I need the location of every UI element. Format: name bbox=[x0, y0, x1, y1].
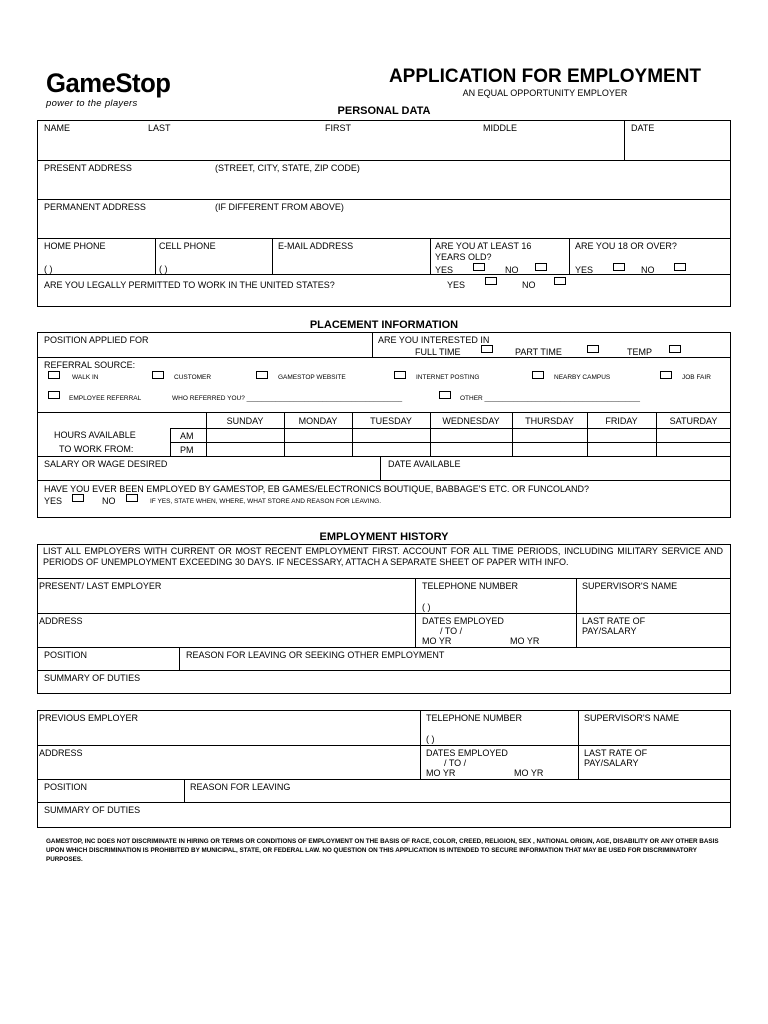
employer1-reason-label: REASON FOR LEAVING OR SEEKING OTHER EMPLOYMENT bbox=[186, 650, 445, 660]
age16-question: ARE YOU AT LEAST 16 bbox=[435, 241, 532, 251]
email-field[interactable] bbox=[276, 252, 426, 272]
age16-no-checkbox[interactable] bbox=[535, 263, 547, 271]
middle-name-label: MIDDLE bbox=[483, 123, 518, 133]
previous-employer-field[interactable] bbox=[40, 724, 417, 743]
employer1-position-label: POSITION bbox=[44, 650, 88, 660]
employer2-supervisor-field[interactable] bbox=[582, 724, 728, 743]
day-tuesday: TUESDAY bbox=[370, 416, 412, 426]
employer2-summary-label: SUMMARY OF DUTIES bbox=[44, 805, 141, 815]
employee-referral-checkbox[interactable] bbox=[48, 391, 60, 399]
date-field[interactable] bbox=[627, 134, 727, 158]
present-employer-field[interactable] bbox=[40, 592, 412, 611]
permanent-address-label: PERMANENT ADDRESS bbox=[44, 202, 146, 212]
age18-yes-label: YES bbox=[575, 265, 594, 275]
gamestop-logo bbox=[46, 70, 206, 110]
age18-no-checkbox[interactable] bbox=[674, 263, 686, 271]
legal-yes-checkbox[interactable] bbox=[485, 277, 497, 285]
salary-field[interactable] bbox=[40, 469, 376, 479]
job-fair-label: JOB FAIR bbox=[682, 374, 711, 381]
cell-phone-field[interactable]: ( ) bbox=[159, 264, 168, 274]
employer2-rate-label-2: PAY/SALARY bbox=[584, 758, 639, 768]
customer-label: CUSTOMER bbox=[174, 374, 212, 381]
logo-tagline: power to the players bbox=[46, 98, 138, 109]
nearby-campus-checkbox[interactable] bbox=[532, 371, 544, 379]
internet-posting-label: INTERNET POSTING bbox=[416, 374, 480, 381]
eeo-disclaimer: GAMESTOP, INC DOES NOT DISCRIMINATE IN HIRING OR TERMS OR CONDITIONS OF EMPLOYMENT ON THE BASIS OF RACE, COLOR, CREED, RELIGION, SEX , NATIONAL ORIGIN, AGE, DISABILITY OR ANY OTHER BASIS UPON WHICH DISCRIMINATION IS PROHIBITED BY MUNICIPAL, STATE, OR FEDERAL LAW. NO QUESTION ON THIS APPLICATION IS INTENDED TO SECURE INFORMATION THAT MAY BE USED FOR DISCRIMINATORY PURPOSES. bbox=[46, 838, 719, 863]
position-applied-field[interactable] bbox=[40, 345, 368, 356]
logo-wordmark: GameStop bbox=[46, 68, 171, 98]
date-label: DATE bbox=[631, 123, 655, 133]
age18-yes-checkbox[interactable] bbox=[613, 263, 625, 271]
employer2-supervisor-label: SUPERVISOR'S NAME bbox=[584, 713, 680, 723]
permanent-address-hint: (IF DIFFERENT FROM ABOVE) bbox=[215, 202, 344, 212]
employment-history-heading: EMPLOYMENT HISTORY bbox=[319, 531, 449, 543]
name-label: NAME bbox=[44, 123, 71, 133]
date-available-field[interactable] bbox=[384, 469, 728, 479]
day-monday: MONDAY bbox=[298, 416, 338, 426]
day-thursday: THURSDAY bbox=[525, 416, 574, 426]
website-label: GAMESTOP WEBSITE bbox=[278, 374, 346, 381]
previous-employer-label: PREVIOUS EMPLOYER bbox=[39, 713, 139, 723]
page-subtitle: AN EQUAL OPPORTUNITY EMPLOYER bbox=[462, 88, 628, 98]
present-address-field[interactable] bbox=[40, 174, 728, 197]
email-label: E-MAIL ADDRESS bbox=[278, 241, 354, 251]
present-address-hint: (STREET, CITY, STATE, ZIP CODE) bbox=[215, 163, 360, 173]
employer1-address-label: ADDRESS bbox=[39, 616, 83, 626]
salary-label: SALARY OR WAGE DESIRED bbox=[44, 459, 168, 469]
job-fair-checkbox[interactable] bbox=[660, 371, 672, 379]
employer2-rate-label: LAST RATE OF bbox=[584, 748, 648, 758]
legal-no-label: NO bbox=[522, 280, 536, 290]
employer2-address-field[interactable] bbox=[40, 759, 417, 777]
personal-data-heading: PERSONAL DATA bbox=[337, 105, 431, 117]
employer2-telephone-label: TELEPHONE NUMBER bbox=[426, 713, 523, 723]
employee-referral-label: EMPLOYEE REFERRAL bbox=[69, 395, 142, 402]
day-sunday: SUNDAY bbox=[226, 416, 264, 426]
prior-no-checkbox[interactable] bbox=[126, 494, 138, 502]
full-time-label: FULL TIME bbox=[415, 347, 461, 357]
present-employer-label: PRESENT/ LAST EMPLOYER bbox=[39, 581, 162, 591]
employer2-end-moyr: MO YR bbox=[514, 768, 544, 778]
employer1-summary-label: SUMMARY OF DUTIES bbox=[44, 673, 141, 683]
nearby-campus-label: NEARBY CAMPUS bbox=[554, 374, 611, 381]
employer2-summary-field[interactable] bbox=[40, 815, 728, 826]
age18-question: ARE YOU 18 OR OVER? bbox=[575, 241, 677, 251]
placement-heading: PLACEMENT INFORMATION bbox=[309, 319, 459, 331]
employer1-address-field[interactable] bbox=[40, 627, 412, 645]
am-label: AM bbox=[180, 431, 194, 441]
employer2-dates-field[interactable]: / TO / bbox=[444, 758, 467, 768]
legal-yes-label: YES bbox=[447, 280, 466, 290]
employer1-end-moyr: MO YR bbox=[510, 636, 540, 646]
prior-yes-label: YES bbox=[44, 496, 63, 506]
age16-question-line2: YEARS OLD? bbox=[435, 252, 492, 262]
website-checkbox[interactable] bbox=[256, 371, 268, 379]
age16-yes-checkbox[interactable] bbox=[473, 263, 485, 271]
employer2-telephone-field[interactable]: ( ) bbox=[426, 734, 435, 744]
interested-in-label: ARE YOU INTERESTED IN bbox=[378, 335, 490, 345]
home-phone-label: HOME PHONE bbox=[44, 241, 106, 251]
prior-no-label: NO bbox=[102, 496, 116, 506]
other-field[interactable]: OTHER ___________________________________________ bbox=[460, 395, 641, 402]
employer1-supervisor-field[interactable] bbox=[580, 592, 728, 611]
full-time-checkbox[interactable] bbox=[481, 345, 493, 353]
employer2-dates-label: DATES EMPLOYED bbox=[426, 748, 508, 758]
employer1-dates-field[interactable]: / TO / bbox=[440, 626, 463, 636]
internet-posting-checkbox[interactable] bbox=[394, 371, 406, 379]
date-available-label: DATE AVAILABLE bbox=[388, 459, 461, 469]
legal-no-checkbox[interactable] bbox=[554, 277, 566, 285]
walk-in-label: WALK IN bbox=[72, 374, 99, 381]
age18-no-label: NO bbox=[641, 265, 655, 275]
employer1-telephone-label: TELEPHONE NUMBER bbox=[422, 581, 519, 591]
employer1-rate-label: LAST RATE OF bbox=[582, 616, 646, 626]
day-wednesday: WEDNESDAY bbox=[442, 416, 500, 426]
walk-in-checkbox[interactable] bbox=[48, 371, 60, 379]
present-address-label: PRESENT ADDRESS bbox=[44, 163, 132, 173]
last-name-label: LAST bbox=[148, 123, 171, 133]
employer1-summary-field[interactable] bbox=[40, 683, 728, 693]
prior-employment-question: HAVE YOU EVER BEEN EMPLOYED BY GAMESTOP, EB GAMES/ELECTRONICS BOUTIQUE, BABBAGE'S ETC. OR FUNCOLAND? bbox=[44, 484, 590, 494]
employer2-address-label: ADDRESS bbox=[39, 748, 83, 758]
who-referred-field[interactable]: WHO REFERRED YOU? ___________________________________________ bbox=[172, 395, 403, 402]
position-applied-label: POSITION APPLIED FOR bbox=[44, 335, 149, 345]
legal-work-question: ARE YOU LEGALLY PERMITTED TO WORK IN THE UNITED STATES? bbox=[44, 280, 335, 290]
prior-yes-checkbox[interactable] bbox=[72, 494, 84, 502]
customer-checkbox[interactable] bbox=[152, 371, 164, 379]
employer1-rate-label-2: PAY/SALARY bbox=[582, 626, 637, 636]
page-title: APPLICATION FOR EMPLOYMENT bbox=[388, 66, 702, 87]
part-time-checkbox[interactable] bbox=[587, 345, 599, 353]
first-name-label: FIRST bbox=[325, 123, 351, 133]
to-work-from-label: TO WORK FROM: bbox=[59, 444, 134, 454]
temp-checkbox[interactable] bbox=[669, 345, 681, 353]
employer1-dates-label: DATES EMPLOYED bbox=[422, 616, 504, 626]
temp-label: TEMP bbox=[627, 347, 653, 357]
home-phone-field[interactable]: ( ) bbox=[44, 264, 53, 274]
age16-yes-label: YES bbox=[435, 265, 454, 275]
part-time-label: PART TIME bbox=[515, 347, 562, 357]
day-saturday: SATURDAY bbox=[669, 416, 718, 426]
pm-label: PM bbox=[180, 445, 194, 455]
employer2-reason-label: REASON FOR LEAVING bbox=[190, 782, 291, 792]
employer1-start-moyr: MO YR bbox=[422, 636, 452, 646]
name-field[interactable] bbox=[40, 134, 620, 158]
hours-available-label: HOURS AVAILABLE bbox=[54, 430, 136, 440]
employer2-position-label: POSITION bbox=[44, 782, 88, 792]
cell-phone-label: CELL PHONE bbox=[159, 241, 216, 251]
prior-hint: IF YES, STATE WHEN, WHERE, WHAT STORE AND REASON FOR LEAVING. bbox=[150, 498, 382, 505]
other-checkbox[interactable] bbox=[439, 391, 451, 399]
day-friday: FRIDAY bbox=[605, 416, 638, 426]
employer2-start-moyr: MO YR bbox=[426, 768, 456, 778]
employer1-telephone-field[interactable]: ( ) bbox=[422, 602, 431, 612]
referral-source-label: REFERRAL SOURCE: bbox=[44, 360, 136, 370]
employer1-supervisor-label: SUPERVISOR'S NAME bbox=[582, 581, 678, 591]
permanent-address-field[interactable] bbox=[40, 213, 728, 236]
history-instructions: LIST ALL EMPLOYERS WITH CURRENT OR MOST RECENT EMPLOYMENT FIRST. ACCOUNT FOR ALL TIME PERIODS, INCLUDING MILITARY SERVICE AND PERIODS OF UNEMPLOYMENT EXCEEDING 30 DAYS. IF NECESSARY, ATTACH A SEPARATE SHEET OF PAPER WITH INFO. bbox=[43, 546, 723, 567]
age16-no-label: NO bbox=[505, 265, 519, 275]
